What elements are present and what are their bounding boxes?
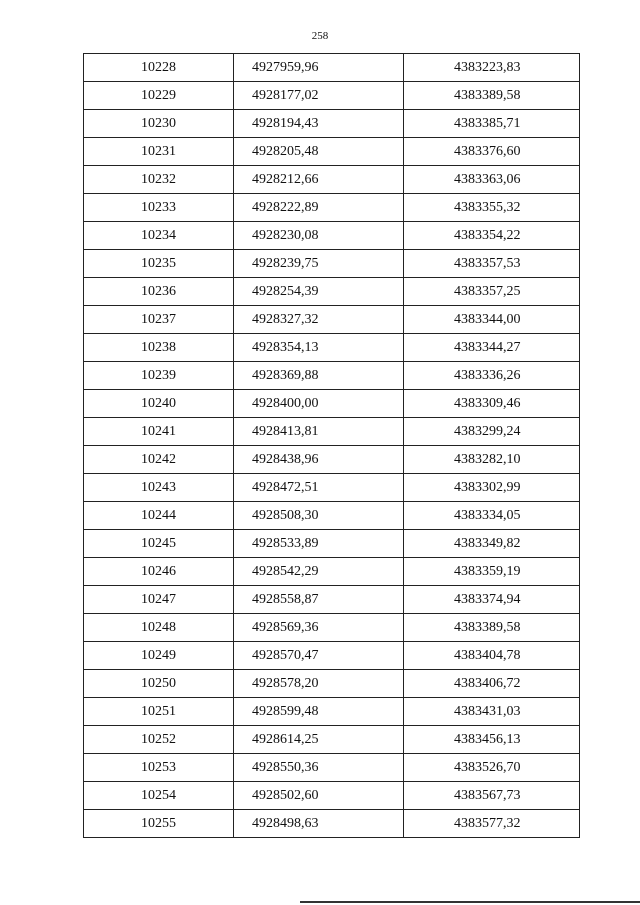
x-coordinate-cell: 4383357,53: [404, 250, 580, 278]
x-coordinate-cell: 4383223,83: [404, 54, 580, 82]
table-row: [84, 250, 580, 278]
table-row: [84, 166, 580, 194]
y-coordinate-cell: 4928508,30: [234, 502, 404, 530]
x-coordinate-cell: 4383404,78: [404, 642, 580, 670]
x-coordinate-cell: 4383406,72: [404, 670, 580, 698]
x-coordinate-cell: 4383389,58: [404, 614, 580, 642]
point-number-cell: 10228: [84, 54, 234, 82]
point-number-cell: 10242: [84, 446, 234, 474]
table-row: [84, 138, 580, 166]
table-row: [84, 754, 580, 782]
x-coordinate-cell: 4383431,03: [404, 698, 580, 726]
table-row: [84, 726, 580, 754]
y-coordinate-cell: 4928578,20: [234, 670, 404, 698]
y-coordinate-cell: 4928327,32: [234, 306, 404, 334]
y-coordinate-cell: 4928498,63: [234, 810, 404, 838]
table-row: [84, 334, 580, 362]
x-coordinate-cell: 4383577,32: [404, 810, 580, 838]
y-coordinate-cell: 4928212,66: [234, 166, 404, 194]
point-number-cell: 10243: [84, 474, 234, 502]
point-number-cell: 10241: [84, 418, 234, 446]
x-coordinate-cell: 4383526,70: [404, 754, 580, 782]
point-number-cell: 10229: [84, 82, 234, 110]
table-row: [84, 586, 580, 614]
point-number-cell: 10250: [84, 670, 234, 698]
table-row: [84, 670, 580, 698]
y-coordinate-cell: 4928472,51: [234, 474, 404, 502]
y-coordinate-cell: 4928239,75: [234, 250, 404, 278]
coordinates-table-wrap: [83, 53, 579, 838]
table-row: [84, 810, 580, 838]
point-number-cell: 10238: [84, 334, 234, 362]
y-coordinate-cell: 4928569,36: [234, 614, 404, 642]
x-coordinate-cell: 4383334,05: [404, 502, 580, 530]
point-number-cell: 10231: [84, 138, 234, 166]
table-row: [84, 530, 580, 558]
table-row: [84, 362, 580, 390]
table-row: [84, 194, 580, 222]
y-coordinate-cell: 4928570,47: [234, 642, 404, 670]
point-number-cell: 10232: [84, 166, 234, 194]
table-row: [84, 278, 580, 306]
x-coordinate-cell: 4383282,10: [404, 446, 580, 474]
x-coordinate-cell: 4383355,32: [404, 194, 580, 222]
y-coordinate-cell: 4928222,89: [234, 194, 404, 222]
point-number-cell: 10246: [84, 558, 234, 586]
x-coordinate-cell: 4383567,73: [404, 782, 580, 810]
point-number-cell: 10234: [84, 222, 234, 250]
coordinates-table-body: [84, 54, 580, 838]
y-coordinate-cell: 4928558,87: [234, 586, 404, 614]
x-coordinate-cell: 4383359,19: [404, 558, 580, 586]
table-row: [84, 614, 580, 642]
point-number-cell: 10233: [84, 194, 234, 222]
y-coordinate-cell: 4928438,96: [234, 446, 404, 474]
point-number-cell: 10251: [84, 698, 234, 726]
table-row: [84, 698, 580, 726]
table-row: [84, 418, 580, 446]
y-coordinate-cell: 4928533,89: [234, 530, 404, 558]
x-coordinate-cell: 4383376,60: [404, 138, 580, 166]
x-coordinate-cell: 4383363,06: [404, 166, 580, 194]
page-number: 258: [311, 30, 329, 42]
point-number-cell: 10247: [84, 586, 234, 614]
point-number-cell: 10237: [84, 306, 234, 334]
table-row: [84, 446, 580, 474]
table-row: [84, 502, 580, 530]
table-row: [84, 474, 580, 502]
y-coordinate-cell: 4928599,48: [234, 698, 404, 726]
table-row: [84, 306, 580, 334]
table-row: [84, 82, 580, 110]
x-coordinate-cell: 4383357,25: [404, 278, 580, 306]
table-row: [84, 390, 580, 418]
footer-line: [300, 901, 640, 903]
point-number-cell: 10249: [84, 642, 234, 670]
x-coordinate-cell: 4383385,71: [404, 110, 580, 138]
y-coordinate-cell: 4928254,39: [234, 278, 404, 306]
coordinates-table: [83, 53, 580, 838]
y-coordinate-cell: 4927959,96: [234, 54, 404, 82]
table-row: [84, 54, 580, 82]
point-number-cell: 10248: [84, 614, 234, 642]
table-row: [84, 558, 580, 586]
point-number-cell: 10244: [84, 502, 234, 530]
x-coordinate-cell: 4383344,27: [404, 334, 580, 362]
point-number-cell: 10252: [84, 726, 234, 754]
x-coordinate-cell: 4383354,22: [404, 222, 580, 250]
y-coordinate-cell: 4928400,00: [234, 390, 404, 418]
y-coordinate-cell: 4928194,43: [234, 110, 404, 138]
x-coordinate-cell: 4383336,26: [404, 362, 580, 390]
point-number-cell: 10245: [84, 530, 234, 558]
x-coordinate-cell: 4383309,46: [404, 390, 580, 418]
x-coordinate-cell: 4383349,82: [404, 530, 580, 558]
point-number-cell: 10235: [84, 250, 234, 278]
x-coordinate-cell: 4383456,13: [404, 726, 580, 754]
y-coordinate-cell: 4928550,36: [234, 754, 404, 782]
point-number-cell: 10253: [84, 754, 234, 782]
table-row: [84, 782, 580, 810]
y-coordinate-cell: 4928614,25: [234, 726, 404, 754]
y-coordinate-cell: 4928542,29: [234, 558, 404, 586]
x-coordinate-cell: 4383389,58: [404, 82, 580, 110]
point-number-cell: 10239: [84, 362, 234, 390]
x-coordinate-cell: 4383302,99: [404, 474, 580, 502]
y-coordinate-cell: 4928230,08: [234, 222, 404, 250]
table-row: [84, 642, 580, 670]
y-coordinate-cell: 4928413,81: [234, 418, 404, 446]
y-coordinate-cell: 4928354,13: [234, 334, 404, 362]
y-coordinate-cell: 4928502,60: [234, 782, 404, 810]
y-coordinate-cell: 4928369,88: [234, 362, 404, 390]
x-coordinate-cell: 4383374,94: [404, 586, 580, 614]
table-row: [84, 222, 580, 250]
table-row: [84, 110, 580, 138]
point-number-cell: 10230: [84, 110, 234, 138]
point-number-cell: 10254: [84, 782, 234, 810]
y-coordinate-cell: 4928205,48: [234, 138, 404, 166]
x-coordinate-cell: 4383344,00: [404, 306, 580, 334]
y-coordinate-cell: 4928177,02: [234, 82, 404, 110]
point-number-cell: 10236: [84, 278, 234, 306]
x-coordinate-cell: 4383299,24: [404, 418, 580, 446]
point-number-cell: 10255: [84, 810, 234, 838]
point-number-cell: 10240: [84, 390, 234, 418]
